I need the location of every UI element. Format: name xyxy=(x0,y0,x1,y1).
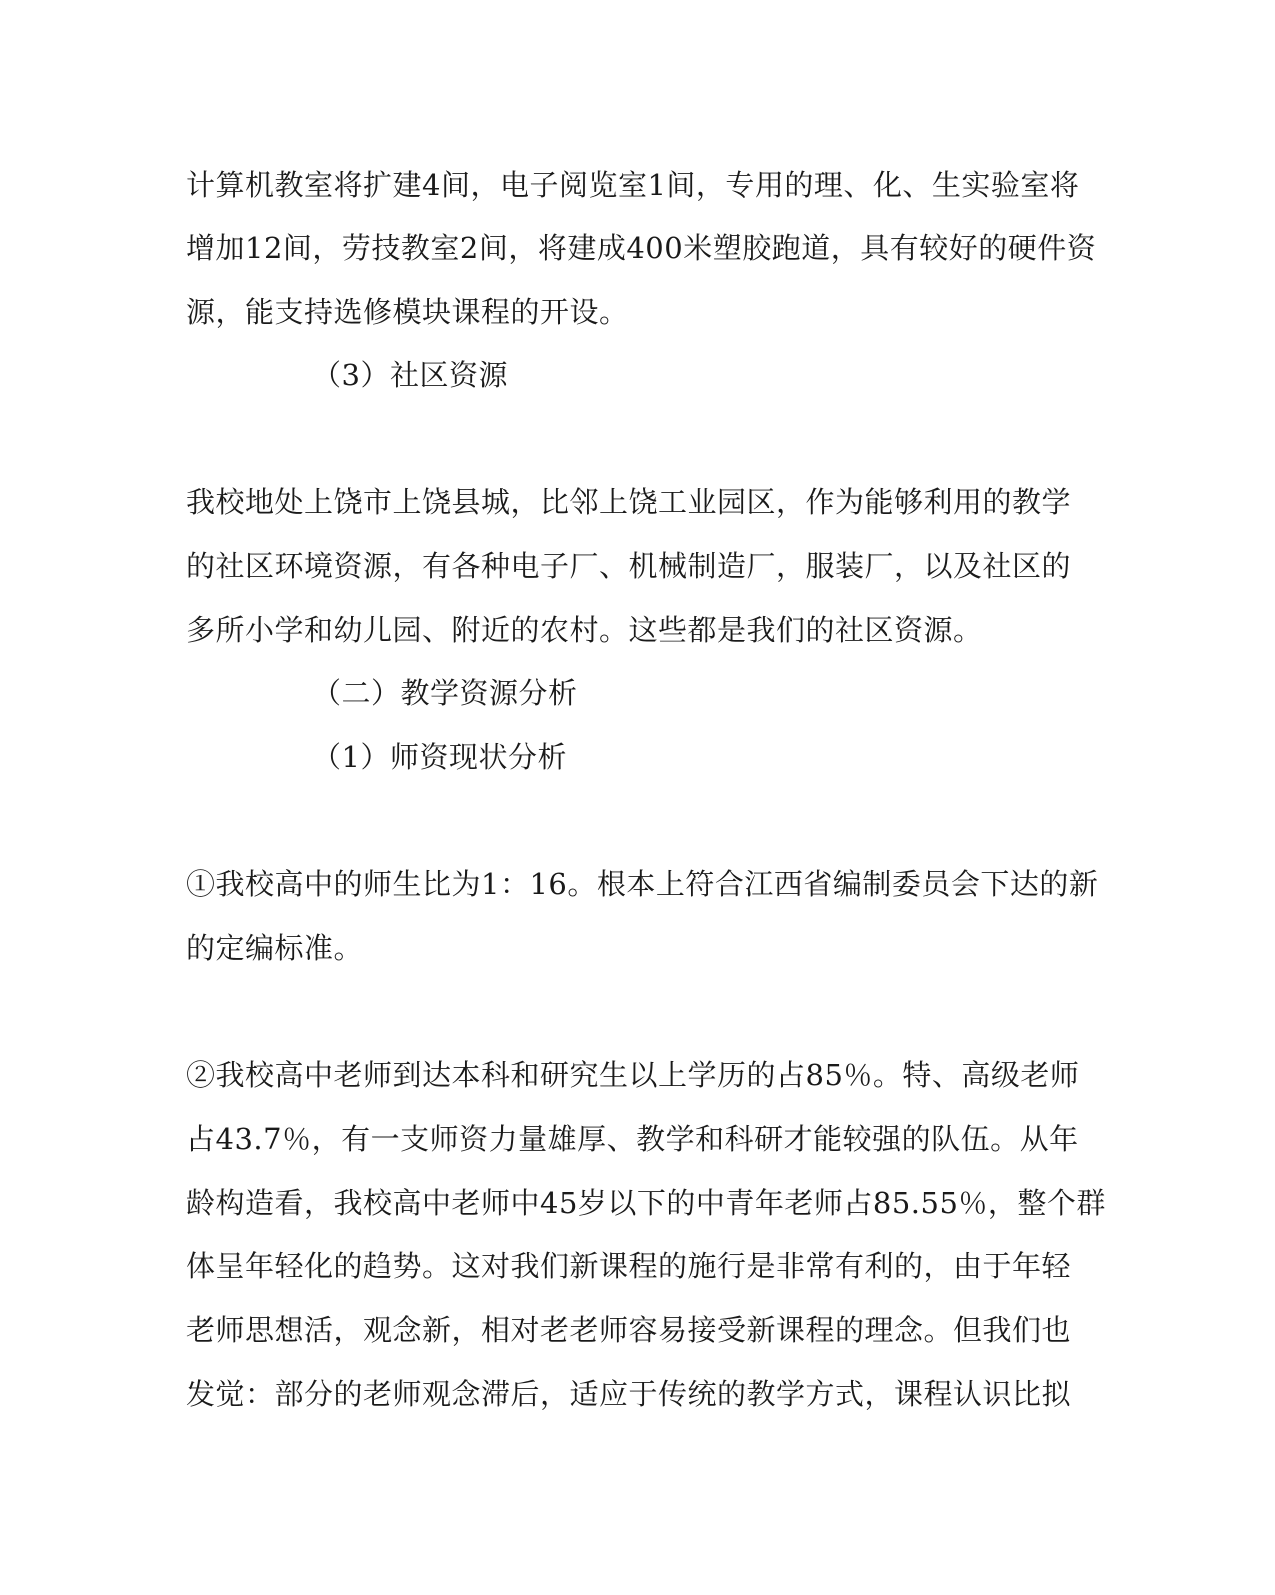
paragraph-line: 体呈年轻化的趋势。这对我们新课程的施行是非常有利的，由于年轻 xyxy=(186,1249,1072,1283)
paragraph-line: 的定编标准。 xyxy=(186,931,364,965)
paragraph-line: 的社区环境资源，有各种电子厂、机械制造厂，服装厂，以及社区的 xyxy=(186,549,1072,583)
paragraph-line: 源，能支持选修模块课程的开设。 xyxy=(186,295,629,329)
paragraph-line: 增加12间，劳技教室2间，将建成400米塑胶跑道，具有较好的硬件资 xyxy=(186,231,1097,265)
section-heading-teaching-resources: （二）教学资源分析 xyxy=(312,676,578,710)
paragraph-line: 我校地处上饶市上饶县城，比邻上饶工业园区，作为能够利用的教学 xyxy=(186,485,1072,519)
paragraph-line: ①我校高中的师生比为1：16。根本上符合江西省编制委员会下达的新 xyxy=(186,867,1099,901)
subheading-teacher-status: （1）师资现状分析 xyxy=(312,740,567,774)
paragraph-line: 龄构造看，我校高中老师中45岁以下的中青年老师占85.55％，整个群 xyxy=(186,1186,1106,1220)
paragraph-line: 占43.7％，有一支师资力量雄厚、教学和科研才能较强的队伍。从年 xyxy=(186,1122,1079,1156)
paragraph-line: ②我校高中老师到达本科和研究生以上学历的占85％。特、高级老师 xyxy=(186,1058,1080,1092)
paragraph-line: 发觉：部分的老师观念滞后，适应于传统的教学方式，课程认识比拟 xyxy=(186,1377,1072,1411)
paragraph-line: 老师思想活，观念新，相对老老师容易接受新课程的理念。但我们也 xyxy=(186,1313,1072,1347)
subheading-community-resources: （3）社区资源 xyxy=(312,358,508,392)
paragraph-line: 计算机教室将扩建4间，电子阅览室1间，专用的理、化、生实验室将 xyxy=(186,168,1080,202)
paragraph-line: 多所小学和幼儿园、附近的农村。这些都是我们的社区资源。 xyxy=(186,613,983,647)
